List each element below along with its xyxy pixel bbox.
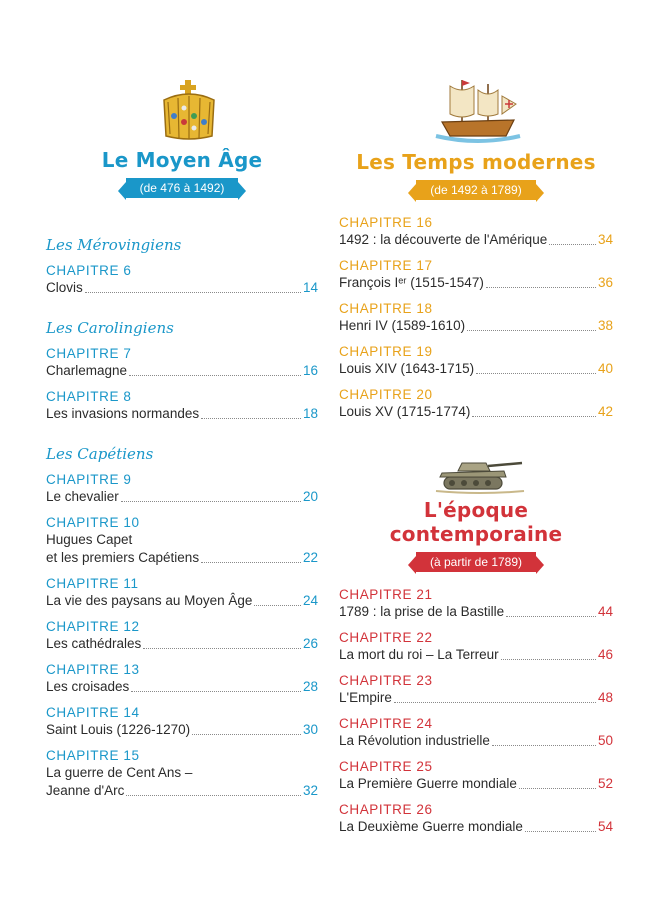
chapter-entry[interactable] — [339, 672, 613, 707]
chapter-title: François Iᵉʳ (1515-1547) — [339, 275, 484, 290]
page-number: 26 — [302, 636, 318, 651]
chapter-entry[interactable] — [46, 471, 318, 506]
chapter-entry[interactable] — [46, 388, 318, 423]
chapter-entry[interactable] — [46, 747, 318, 800]
chapter-label: CHAPITRE 24 — [339, 716, 433, 731]
chapter-entry[interactable] — [339, 257, 613, 292]
page-number: 22 — [302, 550, 318, 565]
dot-leader — [467, 330, 596, 331]
contemporaine-section — [339, 498, 613, 844]
dot-leader — [525, 831, 596, 832]
chapter-label: CHAPITRE 18 — [339, 301, 433, 316]
dot-leader — [129, 375, 301, 376]
page-number: 18 — [302, 406, 318, 421]
dot-leader — [492, 745, 596, 746]
chapter-title: Charlemagne — [46, 363, 128, 378]
chapter-entry[interactable] — [46, 514, 318, 567]
page-number: 24 — [302, 593, 318, 608]
dot-leader — [126, 795, 301, 796]
chapter-entry[interactable] — [339, 386, 613, 421]
chapter-title: La Révolution industrielle — [339, 733, 490, 748]
chapter-label: CHAPITRE 22 — [339, 630, 433, 645]
moyen-age-title: Le Moyen Âge — [101, 148, 263, 172]
chapter-entry[interactable] — [339, 300, 613, 335]
period-heading: Les Mérovingiens — [46, 236, 182, 254]
contemporaine-title: L'époque contemporaine — [389, 498, 563, 546]
page-number: 36 — [597, 275, 613, 290]
chapter-entry[interactable] — [46, 345, 318, 380]
page-number: 54 — [597, 819, 613, 834]
temps-modernes-dates: (de 1492 à 1789) — [416, 180, 535, 200]
chapter-title: Louis XV (1715-1774) — [339, 404, 471, 419]
chapter-title: Clovis — [46, 280, 83, 295]
dot-leader — [192, 734, 301, 735]
chapter-entry[interactable] — [339, 629, 613, 664]
page-number: 30 — [302, 722, 318, 737]
chapter-label: CHAPITRE 7 — [46, 346, 132, 361]
dot-leader — [131, 691, 301, 692]
chapter-title: et les premiers Capétiens — [46, 550, 200, 565]
chapter-entry[interactable] — [339, 715, 613, 750]
chapter-entry[interactable] — [339, 758, 613, 793]
chapter-label: CHAPITRE 16 — [339, 215, 433, 230]
dot-leader — [201, 562, 301, 563]
dot-leader — [549, 244, 596, 245]
chapter-title: Louis XIV (1643-1715) — [339, 361, 475, 376]
dot-leader — [85, 292, 301, 293]
chapter-title: La Première Guerre mondiale — [339, 776, 517, 791]
page-number: 16 — [302, 363, 318, 378]
dot-leader — [254, 605, 301, 606]
chapter-label: CHAPITRE 17 — [339, 258, 433, 273]
ship-illustration — [432, 74, 524, 146]
chapter-label: CHAPITRE 19 — [339, 344, 433, 359]
chapter-label: CHAPITRE 12 — [46, 619, 140, 634]
temps-modernes-title: Les Temps modernes — [356, 150, 596, 174]
moyen-age-section — [46, 148, 318, 808]
chapter-label: CHAPITRE 21 — [339, 587, 433, 602]
chapter-label: CHAPITRE 11 — [46, 576, 139, 591]
chapter-entry[interactable] — [46, 262, 318, 297]
tank-illustration — [434, 455, 526, 495]
page-number: 20 — [302, 489, 318, 504]
chapter-title: La Deuxième Guerre mondiale — [339, 819, 523, 834]
page-number: 52 — [597, 776, 613, 791]
chapter-entry[interactable] — [339, 586, 613, 621]
chapter-title: 1492 : la découverte de l'Amérique — [339, 232, 548, 247]
chapter-title: Saint Louis (1226-1270) — [46, 722, 191, 737]
chapter-label: CHAPITRE 20 — [339, 387, 433, 402]
temps-modernes-section — [339, 150, 613, 429]
chapter-entry[interactable] — [46, 618, 318, 653]
dot-leader — [472, 416, 596, 417]
page-number: 34 — [597, 232, 613, 247]
page-number: 32 — [302, 783, 318, 798]
chapter-entry[interactable] — [46, 575, 318, 610]
chapter-title: Le chevalier — [46, 489, 119, 504]
chapter-entry[interactable] — [339, 343, 613, 378]
chapter-label: CHAPITRE 13 — [46, 662, 140, 677]
moyen-age-dates: (de 476 à 1492) — [126, 178, 239, 198]
chapter-title: La vie des paysans au Moyen Âge — [46, 593, 253, 608]
page-number: 48 — [597, 690, 613, 705]
chapter-label: CHAPITRE 26 — [339, 802, 433, 817]
page-number: 28 — [302, 679, 318, 694]
period-heading: Les Capétiens — [46, 445, 154, 463]
page-number: 40 — [597, 361, 613, 376]
chapter-entry[interactable] — [339, 214, 613, 249]
chapter-title: L'Empire — [339, 690, 392, 705]
chapter-entry[interactable] — [46, 661, 318, 696]
chapter-title: Henri IV (1589-1610) — [339, 318, 466, 333]
page-number: 46 — [597, 647, 613, 662]
dot-leader — [201, 418, 301, 419]
chapter-title: Jeanne d'Arc — [46, 783, 125, 798]
dot-leader — [476, 373, 596, 374]
chapter-label: CHAPITRE 6 — [46, 263, 132, 278]
page-number: 38 — [597, 318, 613, 333]
chapter-title: 1789 : la prise de la Bastille — [339, 604, 505, 619]
dot-leader — [519, 788, 596, 789]
chapter-entry[interactable] — [339, 801, 613, 836]
chapter-label: CHAPITRE 25 — [339, 759, 433, 774]
chapter-title-line1: La guerre de Cent Ans – — [46, 765, 193, 780]
chapter-title: Les croisades — [46, 679, 130, 694]
dot-leader — [394, 702, 596, 703]
period-heading: Les Carolingiens — [46, 319, 174, 337]
crown-illustration — [158, 78, 220, 142]
chapter-title: Les cathédrales — [46, 636, 142, 651]
contemporaine-dates: (à partir de 1789) — [416, 552, 536, 572]
chapter-label: CHAPITRE 23 — [339, 673, 433, 688]
chapter-label: CHAPITRE 10 — [46, 515, 140, 530]
page-number: 44 — [597, 604, 613, 619]
page-number: 50 — [597, 733, 613, 748]
chapter-title-line1: Hugues Capet — [46, 532, 133, 547]
chapter-title: La mort du roi – La Terreur — [339, 647, 499, 662]
chapter-label: CHAPITRE 15 — [46, 748, 140, 763]
page-number: 14 — [302, 280, 318, 295]
chapter-label: CHAPITRE 8 — [46, 389, 132, 404]
chapter-entry[interactable] — [46, 704, 318, 739]
page-number: 42 — [597, 404, 613, 419]
chapter-title: Les invasions normandes — [46, 406, 200, 421]
dot-leader — [501, 659, 596, 660]
dot-leader — [143, 648, 301, 649]
chapter-label: CHAPITRE 9 — [46, 472, 132, 487]
dot-leader — [121, 501, 301, 502]
dot-leader — [506, 616, 596, 617]
dot-leader — [486, 287, 596, 288]
chapter-label: CHAPITRE 14 — [46, 705, 140, 720]
